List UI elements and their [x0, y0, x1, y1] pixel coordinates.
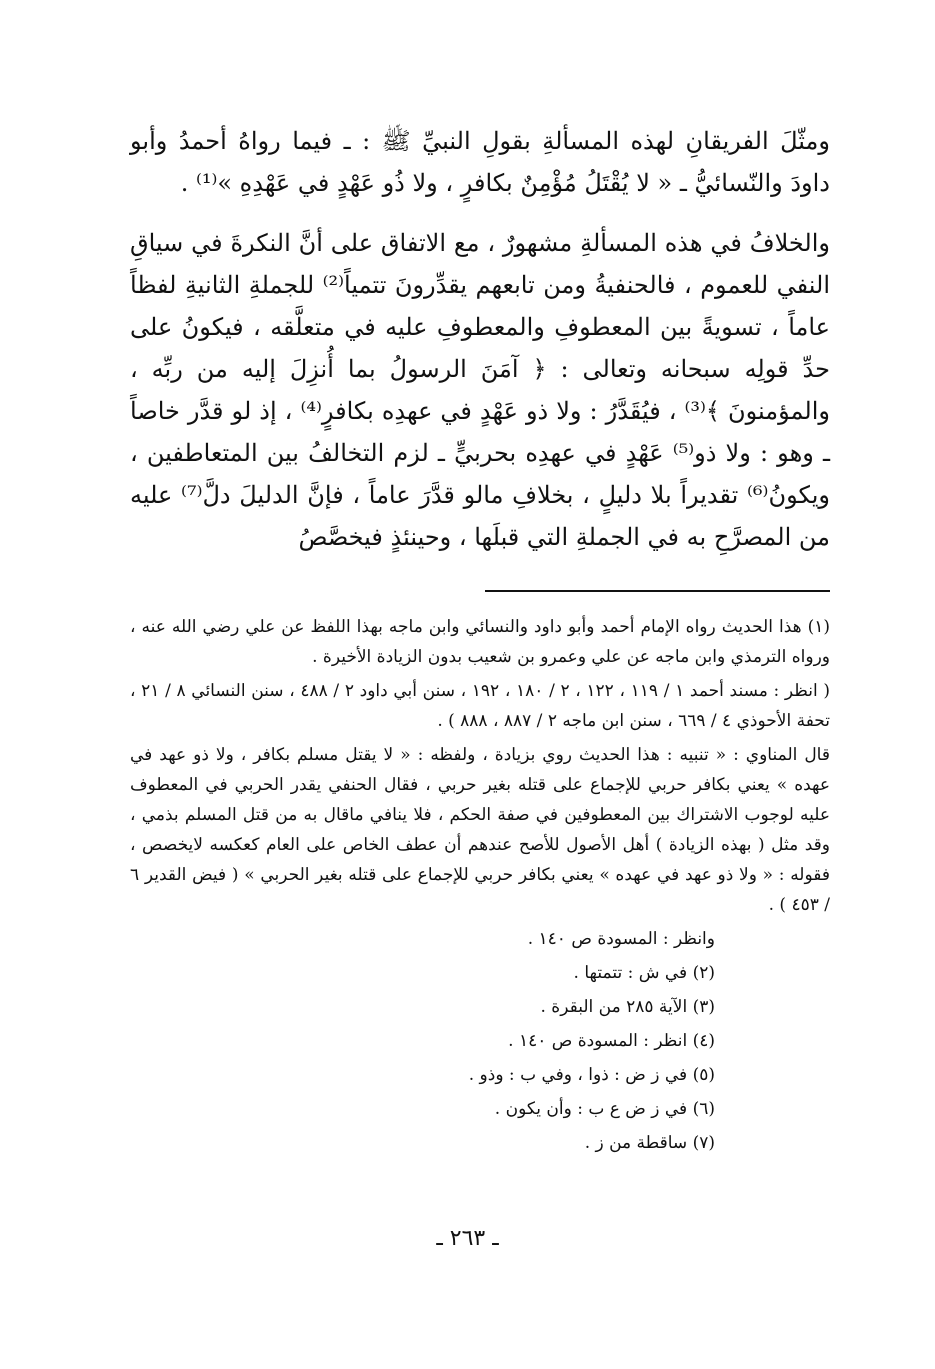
footnote-separator — [485, 590, 830, 592]
footnote-1-references: ( انظر : مسند أحمد ١ / ١١٩ ، ١٢٢ ، ٢ / ١٨٠ ، ١٩٢ ، سنن أبي داود ٢ / ٤٨٨ ، سنن النسائي ٨ / ٢١ ، تحفة الأحوذي ٤ / ٦٦٩ ، سنن ابن ماجه ٢ / ٨٨٧ ، ٨٨٨ ) . — [130, 681, 831, 731]
main-paragraph-1: ومثّلَ الفريقانِ لهذه المسألةِ بقولِ النبيِّ ﷺ : ـ فيما رواهُ أحمدُ وأبو داودَ والنّسائيُّ ـ « لا يُقْتَلُ مُؤْمِنٌ بكافرٍ ، ولا ذُو عَهْدٍ في عَهْدِهِ »⁽¹⁾ . — [130, 127, 830, 197]
footnote-6: (٦) في ز ض ع ب : وأن يكون . — [494, 1099, 715, 1119]
main-paragraph-2: والخلافُ في هذه المسألةِ مشهورٌ ، مع الاتفاق على أنَّ النكرةَ في سياقِ النفي للعموم ، فالحنفيةُ ومن تابعهم يقدِّرونَ تتمياً⁽²⁾ للجملةِ الثانيةِ لفظاً عاماً ، تسويةً بين المعطوفِ والمعطوفِ عليه في متعلَّقه ، فيكونُ على حدِّ قولِه سبحانه وتعالى : ﴿ آمَنَ الرسولُ بما أُنزِلَ إليه من ربِّه ، والمؤمنونَ ﴾⁽³⁾ ، فيُقَدَّرُ : ولا ذو عَهْدٍ في عهدِه بكافرٍ⁽⁴⁾ ، إذ لو قدَّر خاصاً ـ وهو : ولا ذو⁽⁵⁾ عَهْدٍ في عهدِه بحربيٍّ ـ لزم التخالفُ بين المتعاطفين ، ويكونُ⁽⁶⁾ تقديراً بلا دليلٍ ، بخلافِ مالو قدَّرَ عاماً ، فإنَّ الدليلَ دلَّ⁽⁷⁾ عليه من المصرَّحِ به في الجملةِ التي قبلَها ، وحينئذٍ فيخصَّصُ — [130, 229, 830, 551]
footnote-4: (٤) انظر : المسودة ص ١٤٠ . — [508, 1031, 715, 1051]
footnote-2: (٢) في ش : تتمتها . — [573, 963, 715, 983]
page-number: ـ ٢٦٣ ـ — [436, 1226, 499, 1251]
footnote-1-munawi-quote: قال المناوي : « تنبيه : هذا الحديث روي بزيادة ، ولفظه : « لا يقتل مسلم بكافر ، ولا ذو عهد في عهده » يعني بكافر حربي للإجماع على قتله بغير حربي ، فقال الحنفي يقدر الحربي في المعطوف عليه لوجوب الاشتراك بين المعطوفين في صفة الحكم ، فلا ينافي ماقال به من قتل المسلم بذمي ، وقد مثل ( بهذه الزيادة ) أهل الأصول للأصح عندهم أن عطف الخاص على العام كعكسه لايخصص ، فقوله : « ولا ذو عهد في عهده » يعني بكافر حربي للإجماع على قتله بغير الحربي » ( فيض القدير ٦ / ٤٥٣ ) . — [130, 745, 830, 915]
footnote-3: (٣) الآية ٢٨٥ من البقرة . — [540, 997, 715, 1017]
footnote-1: (١) هذا الحديث رواه الإمام أحمد وأبو داود والنسائي وابن ماجه بهذا اللفظ عن علي رضي الله عنه ، ورواه الترمذي وابن ماجه عن علي وعمرو بن شعيب بدون الزيادة الأخيرة . — [130, 617, 830, 667]
footnote-1-see-also: وانظر : المسودة ص ١٤٠ . — [527, 929, 715, 949]
footnote-5: (٥) في ز ض : ذوا ، وفي ب : وذو . — [468, 1065, 715, 1085]
footnotes — [130, 612, 830, 1158]
page-body — [130, 120, 830, 1158]
footnote-7: (٧) ساقطة من ز . — [584, 1133, 715, 1153]
main-text — [130, 120, 830, 558]
